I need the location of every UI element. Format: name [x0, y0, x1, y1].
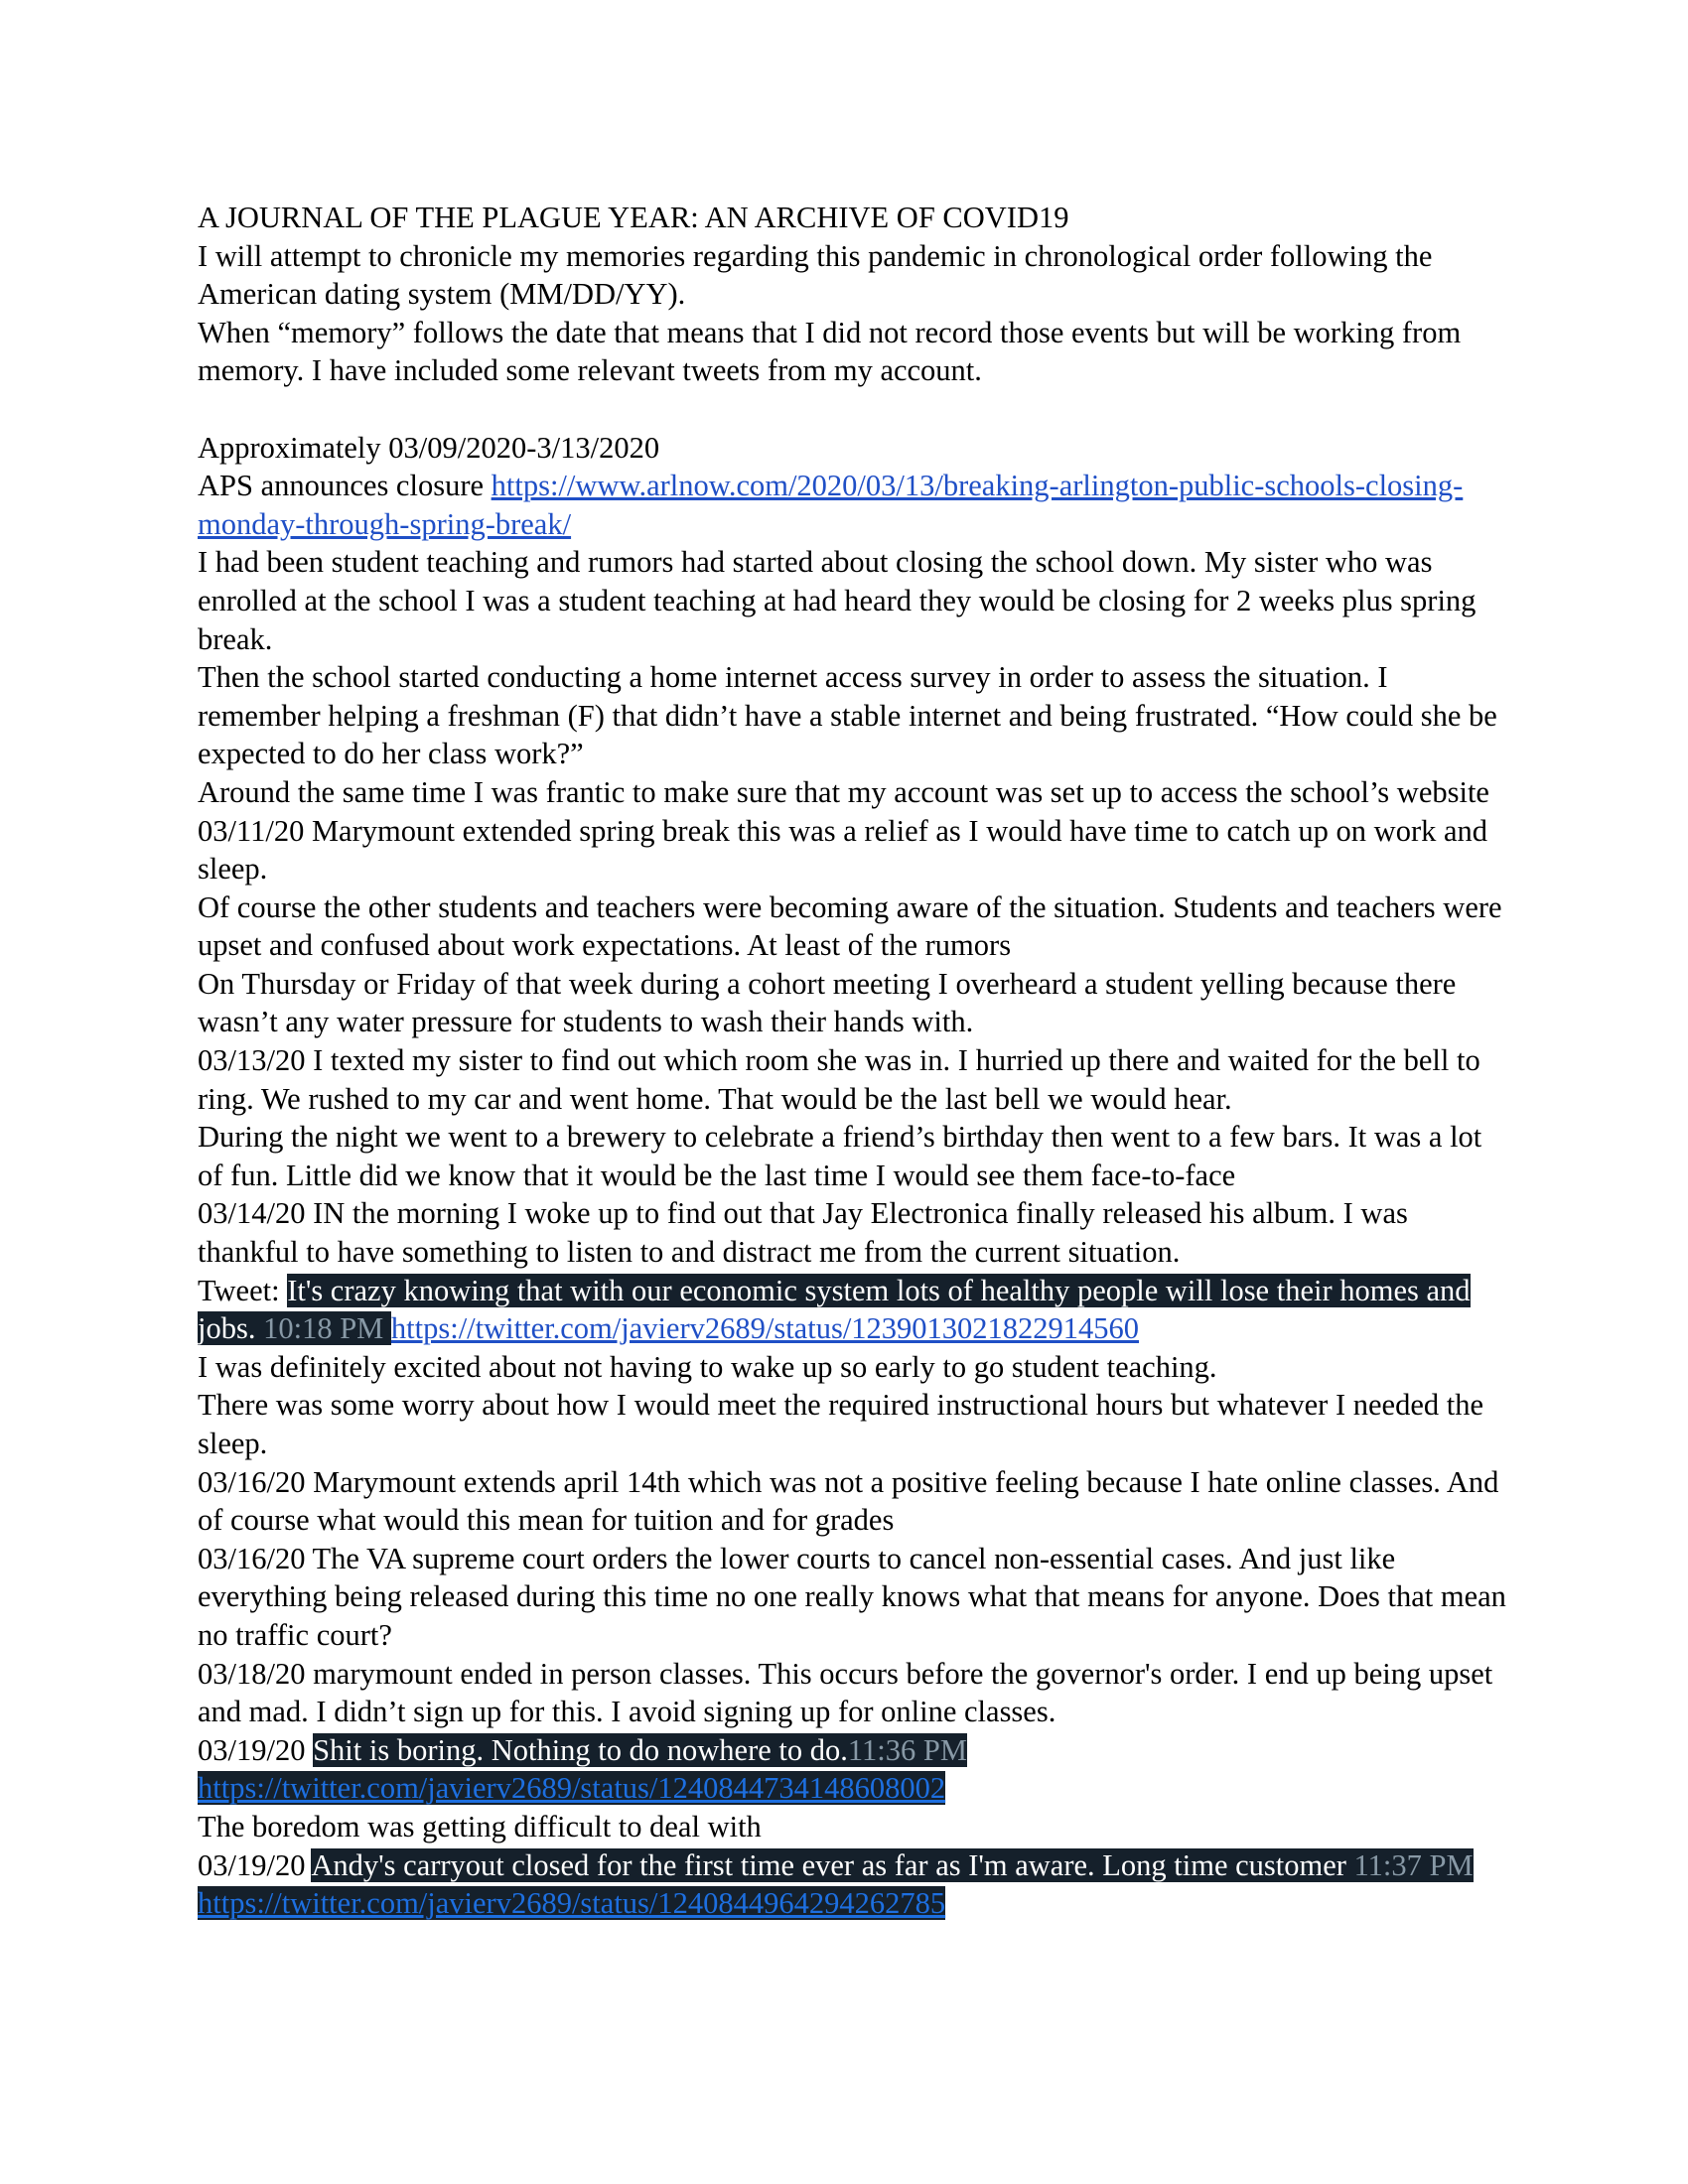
boredom-line: The boredom was getting difficult to deal with — [198, 1809, 762, 1843]
entry-paragraph: Then the school started conducting a home internet access survey in order to assess the situation. I remember helping a freshman (F) that didn’t have a stable internet and being frustrated. “How could she be expected to do her class work?” — [198, 660, 1497, 771]
tweet-text: Shit is boring. Nothing to do nowhere to do. — [313, 1732, 848, 1767]
aps-closure-line — [198, 467, 1508, 543]
entry-paragraph: 03/18/20 marymount ended in person classes. This occurs before the governor's order. I end up being upset and mad. I didn’t sign up for this. I avoid signing up for online classes. — [198, 1656, 1493, 1729]
entry-paragraph: Around the same time I was frantic to make sure that my account was set up to access the school’s website — [198, 774, 1489, 809]
entry-paragraph: During the night we went to a brewery to celebrate a friend’s birthday then went to a few bars. It was a lot of fun. Little did we know that it would be the last time I would see them face-to-face — [198, 1120, 1482, 1192]
tweet-2 — [198, 1731, 1508, 1808]
intro-paragraph: When “memory” follows the date that means that I did not record those events but will be working from memory. I have included some relevant tweets from my account. — [198, 315, 1462, 388]
tweet-link[interactable]: https://twitter.com/javierv2689/status/1240844964294262785 — [198, 1886, 946, 1921]
arlnow-link[interactable]: https://www.arlnow.com/2020/03/13/breaking-arlington-public-schools-closing-monday-through-spring-break/ — [198, 469, 1464, 541]
blank-line — [198, 390, 1508, 429]
entry-paragraph: I had been student teaching and rumors had started about closing the school down. My sister who was enrolled at the school I was a student teaching at had heard they would be closing for 2 weeks plus spring break. — [198, 545, 1477, 656]
entry-paragraph: Of course the other students and teachers were becoming aware of the situation. Students and teachers were upset and confused about work expectations. At least of the rumors — [198, 889, 1502, 963]
entry-paragraph: 03/16/20 Marymount extends april 14th which was not a positive feeling because I hate online classes. And of course what would this mean for tuition and for grades — [198, 1464, 1499, 1538]
entry-paragraph: 03/16/20 The VA supreme court orders the lower courts to cancel non-essential cases. And just like everything being released during this time no one really knows what that means for anyone. Does that mean no traffic court? — [198, 1541, 1506, 1652]
tweet-link[interactable]: https://twitter.com/javierv2689/status/1239013021822914560 — [390, 1311, 1140, 1346]
tweet-date: 03/19/20 — [198, 1732, 314, 1767]
tweet-date: 03/19/20 — [198, 1847, 312, 1882]
tweet-time: 11:36 PM — [847, 1732, 967, 1767]
entry-paragraph: 03/13/20 I texted my sister to find out which room she was in. I hurried up there and waited for the bell to ring. We rushed to my car and went home. That would be the last bell we would hear. — [198, 1043, 1480, 1116]
tweet-1 — [198, 1272, 1508, 1348]
tweet-highlight — [198, 1848, 1474, 1921]
tweet-link[interactable]: https://twitter.com/javierv2689/status/1240844734148608002 — [198, 1771, 946, 1806]
entry-paragraph: I was definitely excited about not having to wake up so early to go student teaching. — [198, 1349, 1217, 1384]
tweet-text: Andy's carryout closed for the first time ever as far as I'm aware. Long time customer — [311, 1847, 1346, 1882]
tweet-highlight — [198, 1733, 967, 1806]
entry-paragraph: On Thursday or Friday of that week during a cohort meeting I overheard a student yelling because there wasn’t any water pressure for students to wash their hands with. — [198, 966, 1457, 1039]
tweet-time: 11:37 PM — [1353, 1847, 1474, 1882]
document-page — [198, 199, 1508, 1923]
tweet-text: It's crazy knowing that with our economic system lots of healthy people will lose their homes and jobs. — [198, 1273, 1471, 1346]
intro-paragraph: I will attempt to chronicle my memories regarding this pandemic in chronological order following the American dating system (MM/DD/YY). — [198, 238, 1433, 312]
entry-paragraph: 03/11/20 Marymount extended spring break this was a relief as I would have time to catch up on work and sleep. — [198, 813, 1488, 887]
entry-paragraph: There was some worry about how I would meet the required instructional hours but whatever I needed the sleep. — [198, 1388, 1483, 1460]
aps-closure-text: APS announces closure — [198, 469, 492, 503]
document-title: A JOURNAL OF THE PLAGUE YEAR: AN ARCHIVE OF COVID19 — [198, 201, 1069, 234]
approx-dates: Approximately 03/09/2020-3/13/2020 — [198, 430, 660, 465]
entry-paragraph: 03/14/20 IN the morning I woke up to find out that Jay Electronica finally released his album. I was thankful to have something to listen to and distract me from the current situation. — [198, 1196, 1408, 1270]
tweet-time: 10:18 PM — [263, 1311, 391, 1346]
tweet-label: Tweet: — [198, 1273, 288, 1307]
tweet-3 — [198, 1846, 1508, 1923]
